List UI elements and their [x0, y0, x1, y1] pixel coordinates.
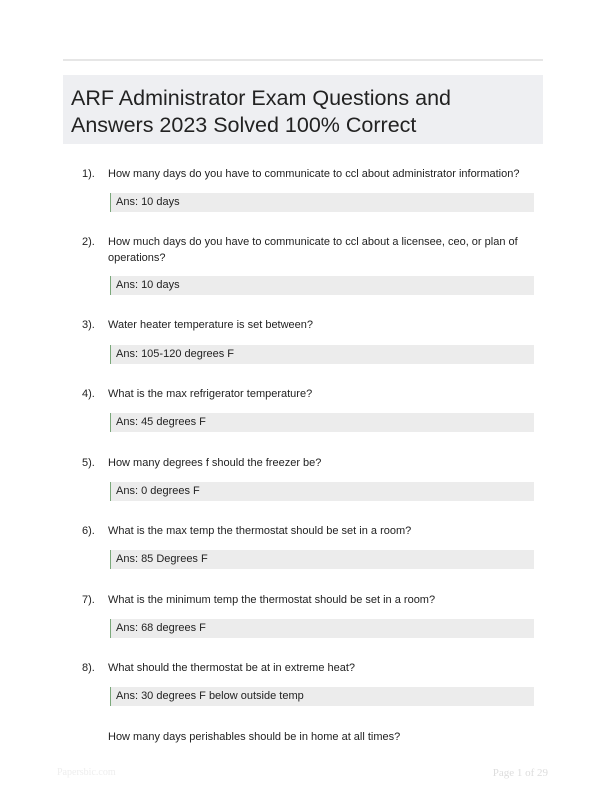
question-number: 2).	[82, 236, 95, 248]
footer-page-number: Page 1 of 29	[492, 767, 548, 779]
question-text: How many days perishables should be in home at all times?	[108, 731, 401, 743]
question-text: How many degrees f should the freezer be?	[108, 457, 322, 469]
question-number: 1).	[82, 168, 95, 180]
answer-box: Ans: 45 degrees F	[110, 413, 534, 432]
answer-box: Ans: 105-120 degrees F	[110, 345, 534, 364]
question-number: 5).	[82, 457, 95, 469]
question-text: How many days do you have to communicate to ccl about administrator information?	[108, 168, 520, 180]
answer-box: Ans: 0 degrees F	[110, 482, 534, 501]
question-number: 7).	[82, 594, 95, 606]
question-number: 4).	[82, 388, 95, 400]
answer-box: Ans: 85 Degrees F	[110, 550, 534, 569]
question-text: What is the max refrigerator temperature?	[108, 388, 313, 400]
question-text: How much days do you have to communicate to ccl about a licensee, ceo, or plan of operations?	[108, 236, 518, 264]
answer-box: Ans: 30 degrees F below outside temp	[110, 687, 534, 706]
question-text: What is the max temp the thermostat should be set in a room?	[108, 525, 412, 537]
answer-box: Ans: 68 degrees F	[110, 619, 534, 638]
question-text: What is the minimum temp the thermostat should be set in a room?	[108, 594, 436, 606]
answer-box: Ans: 10 days	[110, 276, 534, 295]
question-number: 6).	[82, 525, 95, 537]
question-text: What should the thermostat be at in extreme heat?	[108, 662, 356, 674]
document-title: ARF Administrator Exam Questions and Answers 2023 Solved 100% Correct	[71, 86, 451, 137]
top-divider	[63, 59, 543, 61]
question-text: Water heater temperature is set between?	[108, 319, 314, 331]
question-number: 3).	[82, 319, 95, 331]
question-number: 8).	[82, 662, 95, 674]
answer-box: Ans: 10 days	[110, 193, 534, 212]
footer-site: Papersbic.com	[57, 767, 116, 778]
title-box	[63, 75, 543, 144]
